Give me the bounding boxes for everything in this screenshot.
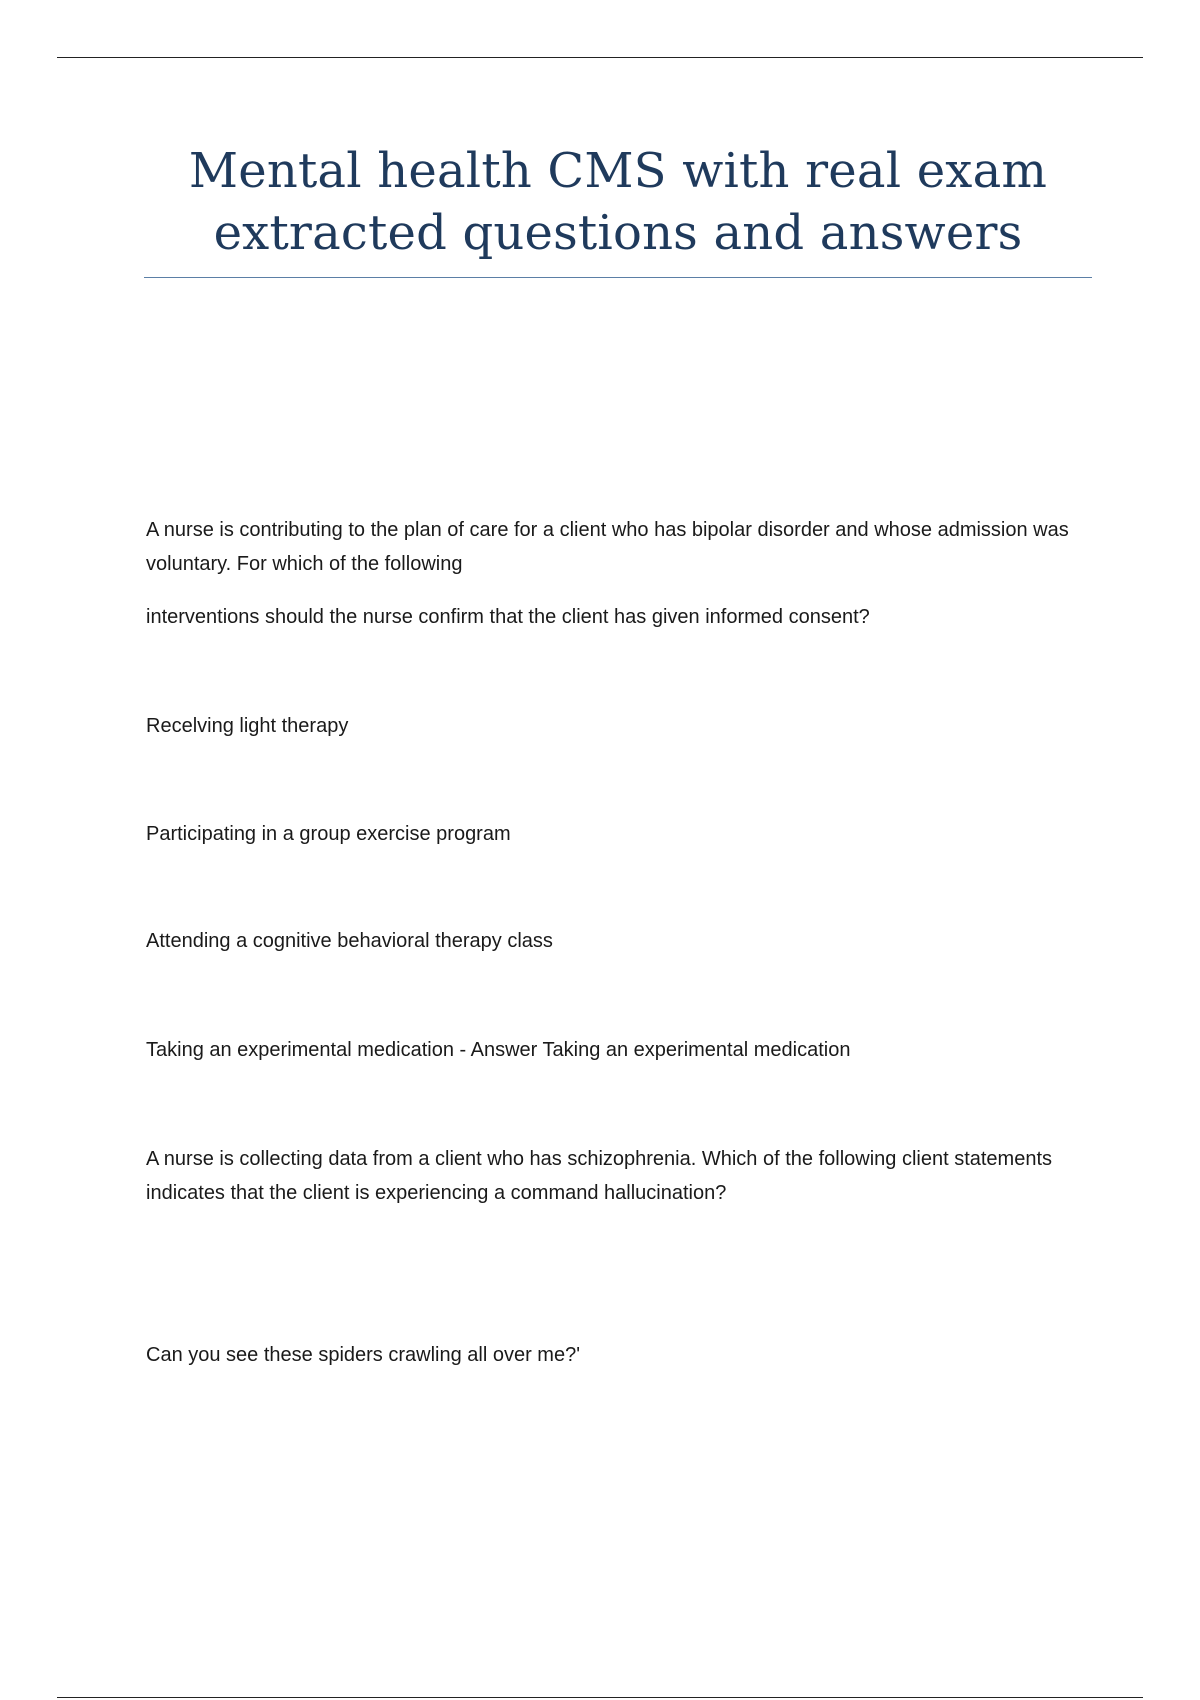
question-1-option-3: Attending a cognitive behavioral therapy class bbox=[146, 930, 553, 952]
title-line-1: Mental health CMS with real exam bbox=[188, 143, 1048, 199]
question-1-option-4-answer: Taking an experimental medication - Answer Taking an experimental medication bbox=[146, 1039, 851, 1061]
document-title bbox=[144, 140, 1092, 264]
question-1-stem-part-2: interventions should the nurse confirm that the client has given informed consent? bbox=[146, 606, 870, 628]
title-underline bbox=[144, 277, 1092, 278]
question-1-stem-part-1: A nurse is contributing to the plan of care for a client who has bipolar disorder and whose admission was voluntary. For which of the following bbox=[146, 519, 1069, 575]
question-2-option-1: Can you see these spiders crawling all over me?' bbox=[146, 1344, 581, 1366]
title-line-2: extracted questions and answers bbox=[213, 205, 1023, 261]
question-2-stem: A nurse is collecting data from a client who has schizophrenia. Which of the following client statements indicates that the client is experiencing a command hallucination? bbox=[146, 1148, 1053, 1204]
question-1-option-1: Recelving light therapy bbox=[146, 715, 349, 737]
question-1-option-2: Participating in a group exercise program bbox=[146, 823, 511, 845]
bottom-rule bbox=[57, 1697, 1143, 1698]
top-rule bbox=[57, 57, 1143, 58]
title-block bbox=[144, 140, 1092, 264]
